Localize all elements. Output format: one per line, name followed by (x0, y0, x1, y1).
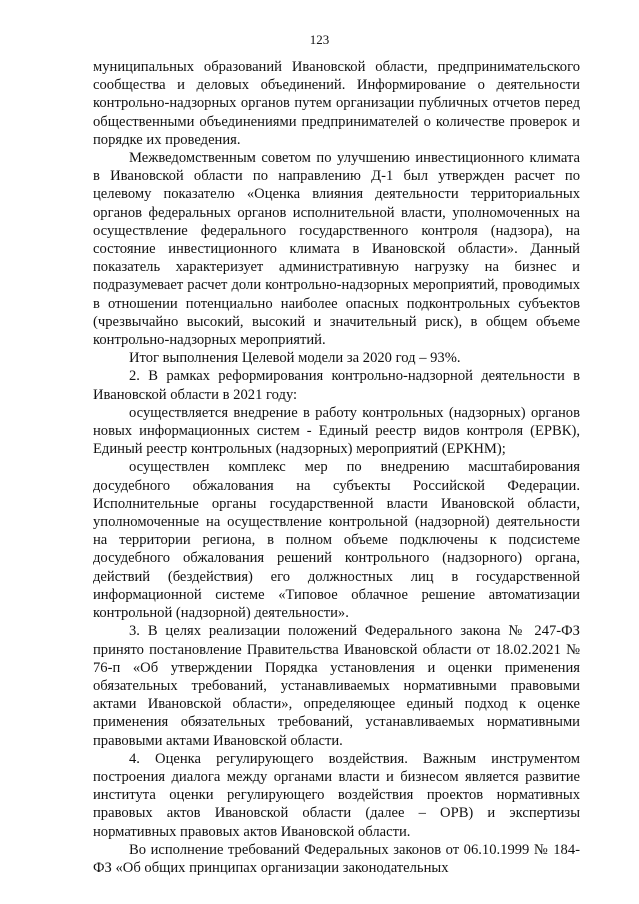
paragraph-federal-law-247: 3. В целях реализации положений Федерального закона № 247-ФЗ принято постановление Правительства Ивановской области от 18.02.2021 № 76-п «Об утверждении Порядка установления и оценки применения обязательных требований, устанавливаемых нормативными правовыми актами Ивановской области», определяющее единый подход к оценке применения обязательных требований, устанавливаемых нормативными правовыми актами Ивановской области. (93, 623, 580, 749)
paragraph-target-indicator: Межведомственным советом по улучшению инвестиционного климата в Ивановской области по направлению Д-1 был утвержден расчет по целевому показателю «Оценка влияния деятельности территориальных органов федеральных органов исполнительной власти, уполномоченных на осуществление федерального государственного контроля (надзора), на состояние инвестиционного климата в Ивановской области». Данный показатель характеризует административную нагрузку на бизнес и подразумевает расчет доли контрольно-надзорных мероприятий, проводимых в отношении потенциально наиболее опасных подконтрольных субъектов (чрезвычайно высокий, высокий и значительный риск), в общем объеме контрольно-надзорных мероприятий. (93, 150, 580, 349)
paragraph-information-systems: осуществляется внедрение в работу контрольных (надзорных) органов новых информационных систем - Единый реестр видов контроля (ЕРВК), Единый реестр контрольных (надзорных) мероприятий (ЕРКНМ); (93, 404, 580, 458)
page-number: 123 (309, 32, 330, 47)
paragraph-target-model-result: Итог выполнения Целевой модели за 2020 год – 93%. (129, 350, 461, 367)
paragraph-reform-heading: 2. В рамках реформирования контрольно-надзорной деятельности в Ивановской области в 2021 году: (93, 368, 580, 403)
page-body (93, 58, 580, 877)
paragraph-continuation: муниципальных образований Ивановской области, предпринимательского сообщества и деловых объединений. Информирование о деятельности контрольно-надзорных органов путем организации публичных отчетов перед общественными объединениями предпринимателей о количестве проверок и порядке их проведения. (93, 59, 580, 148)
paragraph-pretrial-appeal: осуществлен комплекс мер по внедрению масштабирования досудебного обжалования на субъекты Российской Федерации. Исполнительные органы государственной власти Ивановской области, уполномоченные на осуществление контрольной (надзорной) деятельности на территории региона, в полном объеме подключены к подсистеме досудебного обжалования решений контрольного (надзорного) органа, действий (бездействия) его должностных лиц в государственной информационной системе «Типовое облачное решение автоматизации контрольной (надзорной) деятельности». (93, 459, 580, 622)
paragraph-federal-laws-184: Во исполнение требований Федеральных законов от 06.10.1999 № 184-ФЗ «Об общих принципах организации законодательных (93, 841, 580, 876)
paragraph-regulatory-impact: 4. Оценка регулирующего воздействия. Важным инструментом построения диалога между органами власти и бизнесом является развитие института оценки регулирующего воздействия проектов нормативных правовых актов Ивановской области (далее – ОРВ) и экспертизы нормативных правовых актов Ивановской области. (93, 750, 580, 840)
